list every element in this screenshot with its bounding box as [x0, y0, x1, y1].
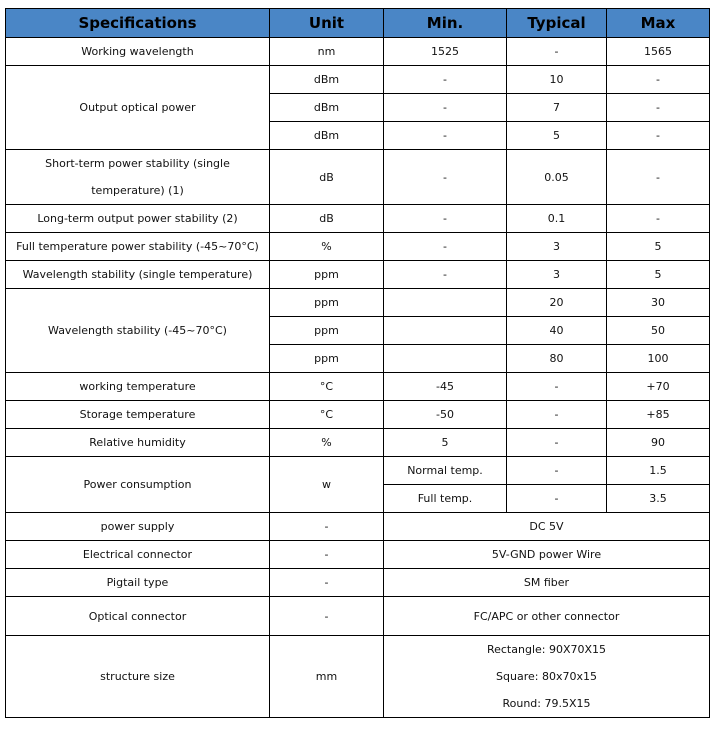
- value-cell: 5V-GND power Wire: [384, 541, 710, 569]
- table-row: [6, 373, 710, 401]
- header-min: Min.: [384, 9, 507, 38]
- min-cell: 1525: [384, 38, 507, 66]
- table-row: [6, 289, 710, 317]
- min-cell: -50: [384, 401, 507, 429]
- spec-label: Optical connector: [6, 597, 270, 636]
- condition-cell: Full temp.: [384, 485, 507, 513]
- value-cell: Square: 80x70x15: [384, 663, 710, 690]
- min-cell: 5: [384, 429, 507, 457]
- typical-cell: -: [507, 457, 607, 485]
- typical-cell: 20: [507, 289, 607, 317]
- table-row: [6, 401, 710, 429]
- spec-label: Storage temperature: [6, 401, 270, 429]
- unit-cell: %: [270, 429, 384, 457]
- unit-cell: -: [270, 513, 384, 541]
- unit-cell: °C: [270, 373, 384, 401]
- table-row: [6, 636, 710, 664]
- typical-cell: -: [507, 373, 607, 401]
- value-cell: Round: 79.5X15: [384, 690, 710, 718]
- header-typical: Typical: [507, 9, 607, 38]
- spec-label: Wavelength stability (single temperature): [6, 261, 270, 289]
- spec-label: power supply: [6, 513, 270, 541]
- unit-cell: -: [270, 597, 384, 636]
- max-cell: -: [607, 66, 710, 94]
- typical-cell: 40: [507, 317, 607, 345]
- unit-cell: ppm: [270, 289, 384, 317]
- typical-cell: 0.05: [507, 150, 607, 205]
- spec-label: Electrical connector: [6, 541, 270, 569]
- value-cell: SM fiber: [384, 569, 710, 597]
- max-cell: 1.5: [607, 457, 710, 485]
- typical-cell: 10: [507, 66, 607, 94]
- spec-label: Output optical power: [6, 66, 270, 150]
- typical-cell: 0.1: [507, 205, 607, 233]
- value-cell: Rectangle: 90X70X15: [384, 636, 710, 664]
- max-cell: -: [607, 205, 710, 233]
- spec-label: Relative humidity: [6, 429, 270, 457]
- condition-cell: Normal temp.: [384, 457, 507, 485]
- table-row: [6, 261, 710, 289]
- max-cell: 90: [607, 429, 710, 457]
- min-cell: -: [384, 150, 507, 205]
- min-cell: -: [384, 122, 507, 150]
- max-cell: 1565: [607, 38, 710, 66]
- table-row: [6, 541, 710, 569]
- typical-cell: 7: [507, 94, 607, 122]
- table-header-row: [6, 9, 710, 38]
- max-cell: +70: [607, 373, 710, 401]
- min-cell: [384, 317, 507, 345]
- typical-cell: -: [507, 429, 607, 457]
- table-row: [6, 233, 710, 261]
- table-row: [6, 457, 710, 485]
- table-row: [6, 150, 710, 205]
- unit-cell: dB: [270, 205, 384, 233]
- max-cell: 5: [607, 261, 710, 289]
- header-specifications: Specifications: [6, 9, 270, 38]
- specifications-table: [5, 8, 710, 718]
- table-row: [6, 569, 710, 597]
- min-cell: [384, 345, 507, 373]
- max-cell: +85: [607, 401, 710, 429]
- max-cell: 100: [607, 345, 710, 373]
- spec-label: Short-term power stability (single temperature) (1): [6, 150, 270, 205]
- unit-cell: -: [270, 541, 384, 569]
- spec-label: working temperature: [6, 373, 270, 401]
- typical-cell: -: [507, 485, 607, 513]
- max-cell: -: [607, 122, 710, 150]
- typical-cell: 3: [507, 261, 607, 289]
- unit-cell: dBm: [270, 94, 384, 122]
- max-cell: 3.5: [607, 485, 710, 513]
- spec-label: Power consumption: [6, 457, 270, 513]
- spec-label: Long-term output power stability (2): [6, 205, 270, 233]
- table-row: [6, 38, 710, 66]
- unit-cell: °C: [270, 401, 384, 429]
- max-cell: 30: [607, 289, 710, 317]
- unit-cell: ppm: [270, 261, 384, 289]
- spec-label: structure size: [6, 636, 270, 718]
- min-cell: -: [384, 94, 507, 122]
- unit-cell: ppm: [270, 317, 384, 345]
- max-cell: -: [607, 94, 710, 122]
- value-cell: FC/APC or other connector: [384, 597, 710, 636]
- spec-label: Wavelength stability (-45~70°C): [6, 289, 270, 373]
- typical-cell: 3: [507, 233, 607, 261]
- spec-label: Pigtail type: [6, 569, 270, 597]
- unit-cell: dB: [270, 150, 384, 205]
- min-cell: -: [384, 233, 507, 261]
- typical-cell: 5: [507, 122, 607, 150]
- unit-cell: %: [270, 233, 384, 261]
- table-row: [6, 205, 710, 233]
- value-cell: DC 5V: [384, 513, 710, 541]
- unit-cell: nm: [270, 38, 384, 66]
- spec-label: Working wavelength: [6, 38, 270, 66]
- table-row: [6, 597, 710, 636]
- table-row: [6, 66, 710, 94]
- max-cell: 50: [607, 317, 710, 345]
- spec-label: Full temperature power stability (-45~70°C): [6, 233, 270, 261]
- min-cell: -: [384, 205, 507, 233]
- typical-cell: -: [507, 401, 607, 429]
- min-cell: -45: [384, 373, 507, 401]
- unit-cell: -: [270, 569, 384, 597]
- unit-cell: w: [270, 457, 384, 513]
- table-row: [6, 429, 710, 457]
- typical-cell: 80: [507, 345, 607, 373]
- max-cell: -: [607, 150, 710, 205]
- min-cell: -: [384, 261, 507, 289]
- unit-cell: ppm: [270, 345, 384, 373]
- unit-cell: dBm: [270, 66, 384, 94]
- min-cell: [384, 289, 507, 317]
- table-row: [6, 513, 710, 541]
- min-cell: -: [384, 66, 507, 94]
- header-unit: Unit: [270, 9, 384, 38]
- unit-cell: dBm: [270, 122, 384, 150]
- unit-cell: mm: [270, 636, 384, 718]
- typical-cell: -: [507, 38, 607, 66]
- header-max: Max: [607, 9, 710, 38]
- max-cell: 5: [607, 233, 710, 261]
